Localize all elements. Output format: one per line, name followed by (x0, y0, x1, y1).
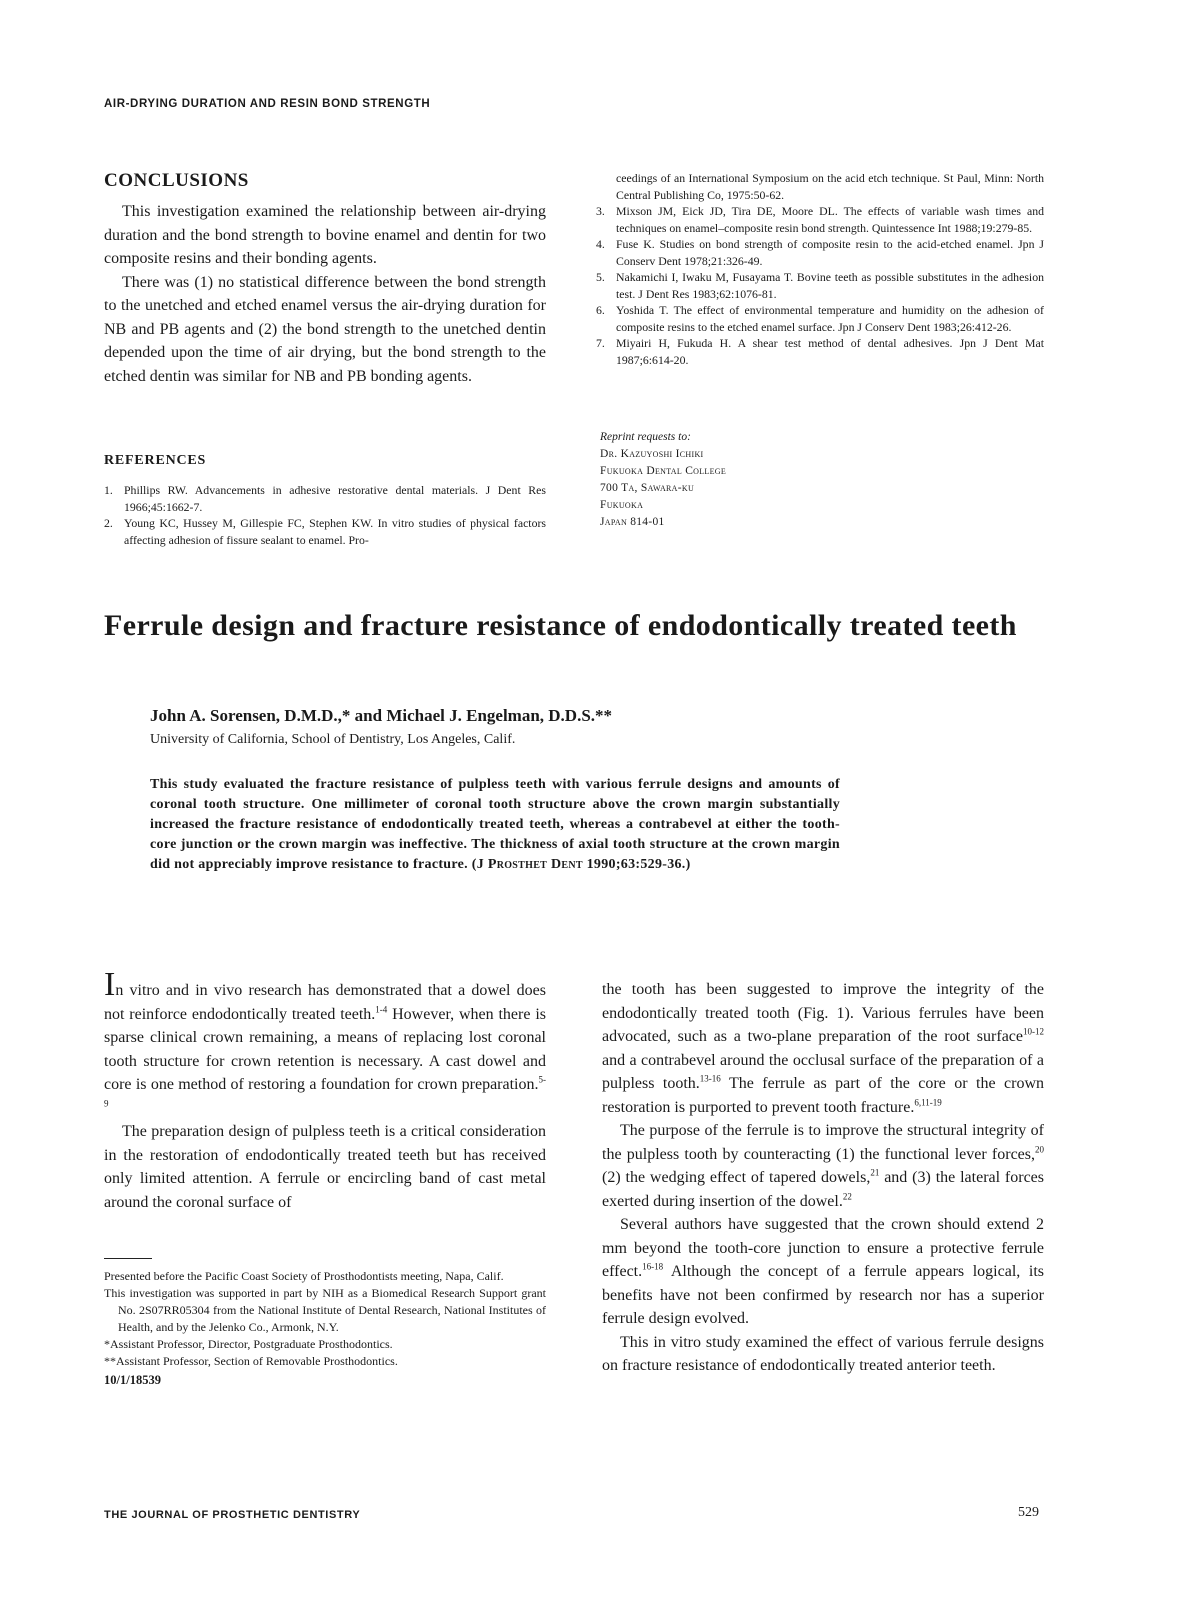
footnote: *Assistant Professor, Director, Postgraduate Prosthodontics. (104, 1337, 393, 1351)
conclusions-paragraph-1: This investigation examined the relationship between air-drying duration and the bond strength to bovine enamel and dentin for two composite resins and their bonding agents. (104, 203, 546, 267)
reference-list-left (104, 482, 546, 548)
reprint-line: Japan 814-01 (600, 516, 665, 528)
reference-item: 5. Nakamichi I, Iwaku M, Fusayama T. Bovine teeth as possible substitutes in the adhesion test. J Dent Res 1983;62:1076-81. (596, 270, 1044, 301)
article-affiliation: University of California, School of Dentistry, Los Angeles, Calif. (150, 732, 516, 747)
intro-paragraph-2: The preparation design of pulpless teeth is a critical consideration in the restoration of endodontically treated teeth but has received only limited attention. A ferrule or encircling band of cast metal around the coronal surface of (104, 1123, 546, 1211)
reprint-requests (600, 429, 726, 531)
reprint-line: 700 Ta, Sawara-ku (600, 482, 695, 494)
reference-item: 4. Fuse K. Studies on bond strength of composite resin to the acid-etched enamel. Jpn J Conserv Dent 1978;21:326-49. (596, 237, 1044, 268)
references-heading: REFERENCES (104, 453, 207, 468)
intro-left-column (104, 966, 546, 1214)
conclusions-text (104, 200, 546, 388)
reprint-label: Reprint requests to: (600, 431, 691, 443)
drop-cap: I (104, 966, 116, 1003)
reference-item: 7. Miyairi H, Fukuda H. A shear test method of dental adhesives. Jpn J Dent Mat 1987;6:614-20. (596, 336, 1044, 367)
intro-paragraph-4: The purpose of the ferrule is to improve the structural integrity of the pulpless tooth by counteracting (1) the functional lever forces,$^{20}$ (2) the wedging effect of tapered dowels,$^{21}$ and (3) the lateral forces exerted during insertion of the dowel.$^{22}$ (602, 1122, 1045, 1210)
manuscript-number: 10/1/18539 (104, 1373, 161, 1387)
footnote-divider (104, 1258, 152, 1259)
page-number: 529 (1018, 1505, 1039, 1520)
intro-paragraph-3: the tooth has been suggested to improve the integrity of the endodontically treated tooth (Fig. 1). Various ferrules have been advocated, such as a two-plane preparation of the root surface$^{10-12}$ and a contrabevel around the occlusal surface of the preparation of a pulpless tooth.$^{13-16}$ The ferrule as part of the core or the crown restoration is purported to prevent tooth fracture.$^{6,11-19}$ (602, 981, 1045, 1116)
reference-item-continued: ceedings of an International Symposium on the acid etch technique. St Paul, Minn: North Central Publishing Co, 1975:50-62. (616, 171, 1044, 202)
article-title: Ferrule design and fracture resistance of endodontically treated teeth (104, 609, 1017, 642)
abstract-citation: (J Prosthet Dent 1990;63:529-36.) (471, 857, 691, 872)
footnote: **Assistant Professor, Section of Removable Prosthodontics. (104, 1354, 398, 1368)
conclusions-heading: CONCLUSIONS (104, 170, 249, 191)
intro-right-column (602, 978, 1044, 1378)
journal-footer: THE JOURNAL OF PROSTHETIC DENTISTRY (104, 1509, 361, 1521)
intro-paragraph-5: Several authors have suggested that the crown should extend 2 mm beyond the tooth-core junction to ensure a protective ferrule effect.$^{16-18}$ Although the concept of a ferrule appears logical, its benefits have not been confirmed by research nor has a superior ferrule design evolved. (602, 1216, 1044, 1327)
article-authors: John A. Sorensen, D.M.D.,* and Michael J. Engelman, D.D.S.** (150, 706, 613, 725)
footnote: Presented before the Pacific Coast Society of Prosthodontists meeting, Napa, Calif. (104, 1269, 504, 1283)
intro-paragraph-6: This in vitro study examined the effect of various ferrule designs on fracture resistance of endodontically treated anterior teeth. (602, 1333, 1044, 1374)
reference-item: 1. Phillips RW. Advancements in adhesive restorative dental materials. J Dent Res 1966;45:1662-7. (104, 483, 546, 514)
footnote: This investigation was supported in part by NIH as a Biomedical Research Support grant No. 2S07RR05304 from the National Institute of Dental Research, National Institutes of Health, and by the Jelenko Co., Armonk, N.Y. (104, 1286, 546, 1334)
reference-item: 2. Young KC, Hussey M, Gillespie FC, Stephen KW. In vitro studies of physical factors affecting adhesion of fissure sealant to enamel. Pro- (104, 516, 546, 547)
reprint-line: Fukuoka (600, 499, 644, 511)
running-head: AIR-DRYING DURATION AND RESIN BOND STRENGTH (104, 98, 431, 110)
reference-item: 6. Yoshida T. The effect of environmental temperature and humidity on the adhesion of composite resins to the etched enamel surface. Jpn J Conserv Dent 1983;26:412-26. (596, 303, 1044, 334)
reprint-line: Fukuoka Dental College (600, 465, 727, 477)
intro-paragraph-1: In vitro and in vivo research has demonstrated that a dowel does not reinforce endodontically treated teeth.$^{1-4}$ However, when there is sparse clinical crown remaining, a means of replacing lost coronal tooth structure for crown retention is necessary. A cast dowel and core is one method of restoring a foundation for crown preparation.$^{5-9}$ (104, 966, 546, 1109)
abstract-text: This study evaluated the fracture resistance of pulpless teeth with various ferrule designs and amounts of coronal tooth structure. One millimeter of coronal tooth structure above the crown margin substantially increased the fracture resistance of endodontically treated teeth, whereas a contrabevel at either the tooth-core junction or the crown margin was ineffective. The thickness of axial tooth structure at the crown margin did not appreciably improve resistance to fracture. (150, 777, 840, 872)
footnotes (104, 1268, 546, 1389)
reference-list-right (596, 170, 1044, 368)
conclusions-paragraph-2: There was (1) no statistical difference between the bond strength to the unetched and etched enamel versus the air-drying duration for NB and PB agents and (2) the bond strength to the unetched dentin depended upon the time of air drying, but the bond strength to the etched dentin was similar for NB and PB bonding agents. (104, 273, 546, 385)
article-abstract (150, 775, 840, 875)
reference-item: 3. Mixson JM, Eick JD, Tira DE, Moore DL. The effects of variable wash times and techniques on enamel–composite resin bond strength. Quintessence Int 1988;19:279-85. (596, 204, 1044, 235)
reprint-line: Dr. Kazuyoshi Ichiki (600, 448, 704, 460)
